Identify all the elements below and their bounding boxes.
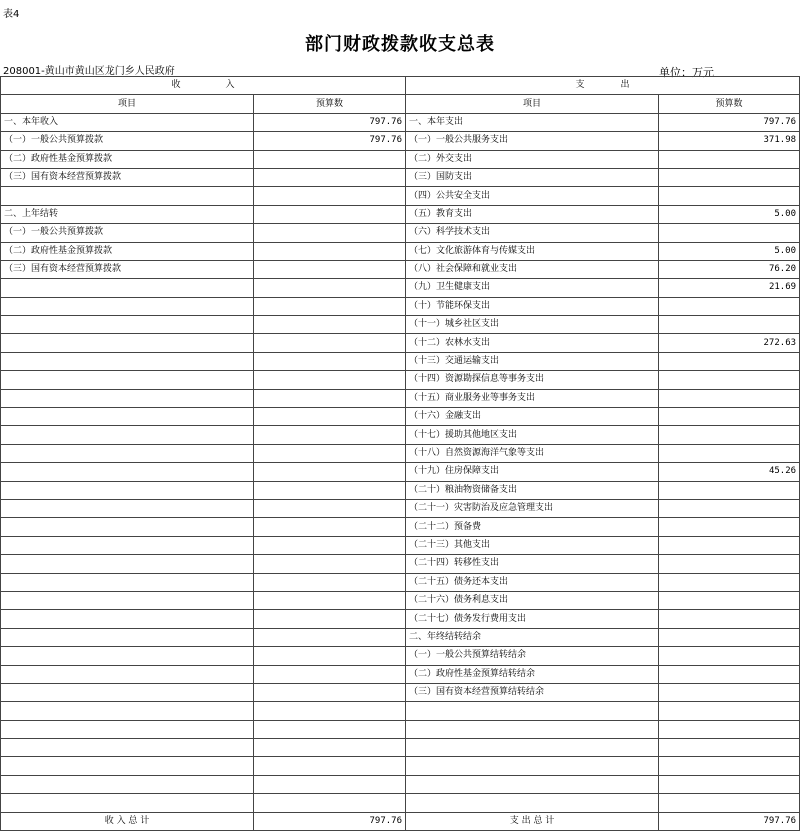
expense-item-cell: （二）政府性基金预算结转结余 bbox=[406, 665, 659, 683]
table-row bbox=[1, 591, 800, 609]
expense-item-cell bbox=[406, 702, 659, 720]
expense-amount-cell bbox=[659, 444, 800, 462]
income-amount-cell bbox=[254, 334, 406, 352]
income-item-cell bbox=[1, 610, 254, 628]
income-amount-cell bbox=[254, 426, 406, 444]
table-row bbox=[1, 610, 800, 628]
expense-amount-cell bbox=[659, 757, 800, 775]
income-amount-cell bbox=[254, 279, 406, 297]
table-row bbox=[1, 352, 800, 370]
table-row bbox=[1, 279, 800, 297]
income-item-cell bbox=[1, 665, 254, 683]
income-amount-cell bbox=[254, 518, 406, 536]
income-item-cell: （一）一般公共预算拨款 bbox=[1, 224, 254, 242]
income-amount-cell bbox=[254, 205, 406, 223]
income-item-cell: 二、上年结转 bbox=[1, 205, 254, 223]
table-row bbox=[1, 573, 800, 591]
table-row bbox=[1, 334, 800, 352]
expense-item-cell: （十五）商业服务业等事务支出 bbox=[406, 389, 659, 407]
income-section-header: 收 入 bbox=[1, 77, 406, 95]
income-amount-cell: 797.76 bbox=[254, 132, 406, 150]
expense-item-cell bbox=[406, 757, 659, 775]
table-row bbox=[1, 518, 800, 536]
expense-amount-cell bbox=[659, 297, 800, 315]
expense-item-cell: （十）节能环保支出 bbox=[406, 297, 659, 315]
expense-item-cell: （十四）资源勘探信息等事务支出 bbox=[406, 371, 659, 389]
table-row bbox=[1, 720, 800, 738]
table-row bbox=[1, 260, 800, 278]
income-item-cell bbox=[1, 481, 254, 499]
expense-amount-cell bbox=[659, 408, 800, 426]
table-row bbox=[1, 683, 800, 701]
expense-amount-cell: 5.00 bbox=[659, 205, 800, 223]
table-row bbox=[1, 316, 800, 334]
expense-total-amount: 797.76 bbox=[659, 812, 800, 830]
income-item-cell bbox=[1, 628, 254, 646]
expense-amount-cell bbox=[659, 555, 800, 573]
income-amount-cell bbox=[254, 224, 406, 242]
income-amount-cell: 797.76 bbox=[254, 113, 406, 131]
expense-amount-cell bbox=[659, 628, 800, 646]
income-item-cell bbox=[1, 794, 254, 812]
income-amount-cell bbox=[254, 555, 406, 573]
expense-item-cell: （二十二）预备费 bbox=[406, 518, 659, 536]
table-row bbox=[1, 150, 800, 168]
income-item-cell bbox=[1, 757, 254, 775]
table-row bbox=[1, 499, 800, 517]
income-amount-cell bbox=[254, 647, 406, 665]
income-item-cell bbox=[1, 444, 254, 462]
expense-amount-cell bbox=[659, 536, 800, 554]
income-amount-cell bbox=[254, 665, 406, 683]
expense-amount-cell bbox=[659, 187, 800, 205]
expense-amount-cell bbox=[659, 683, 800, 701]
expense-item-cell: （七）文化旅游体育与传媒支出 bbox=[406, 242, 659, 260]
expense-item-cell: （十八）自然资源海洋气象等支出 bbox=[406, 444, 659, 462]
expense-amount-cell bbox=[659, 371, 800, 389]
table-row bbox=[1, 187, 800, 205]
income-item-cell bbox=[1, 279, 254, 297]
expense-amount-cell bbox=[659, 168, 800, 186]
expense-amount-cell bbox=[659, 573, 800, 591]
table-row bbox=[1, 775, 800, 793]
income-item-cell bbox=[1, 499, 254, 517]
income-amount-header: 预算数 bbox=[254, 95, 406, 113]
table-row bbox=[1, 702, 800, 720]
expense-amount-cell bbox=[659, 665, 800, 683]
income-item-cell bbox=[1, 316, 254, 334]
table-row bbox=[1, 647, 800, 665]
income-item-cell: （二）政府性基金预算拨款 bbox=[1, 150, 254, 168]
table-row bbox=[1, 224, 800, 242]
income-item-cell bbox=[1, 775, 254, 793]
income-item-cell: 一、本年收入 bbox=[1, 113, 254, 131]
income-item-cell bbox=[1, 187, 254, 205]
income-amount-cell bbox=[254, 187, 406, 205]
income-item-cell bbox=[1, 683, 254, 701]
expense-item-cell: （十三）交通运输支出 bbox=[406, 352, 659, 370]
expense-item-cell: （八）社会保障和就业支出 bbox=[406, 260, 659, 278]
income-amount-cell bbox=[254, 150, 406, 168]
totals-row bbox=[1, 812, 800, 830]
income-amount-cell bbox=[254, 297, 406, 315]
income-amount-cell bbox=[254, 242, 406, 260]
income-amount-cell bbox=[254, 371, 406, 389]
table-row bbox=[1, 794, 800, 812]
income-item-cell bbox=[1, 573, 254, 591]
income-amount-cell bbox=[254, 573, 406, 591]
income-item-cell bbox=[1, 371, 254, 389]
expense-amount-cell bbox=[659, 610, 800, 628]
expense-amount-header: 预算数 bbox=[659, 95, 800, 113]
table-row bbox=[1, 555, 800, 573]
table-row bbox=[1, 463, 800, 481]
expense-item-cell bbox=[406, 794, 659, 812]
expense-item-cell: （一）一般公共服务支出 bbox=[406, 132, 659, 150]
expense-item-cell: （六）科学技术支出 bbox=[406, 224, 659, 242]
table-row bbox=[1, 371, 800, 389]
income-item-cell bbox=[1, 352, 254, 370]
expense-amount-cell bbox=[659, 150, 800, 168]
expense-amount-cell bbox=[659, 647, 800, 665]
income-amount-cell bbox=[254, 610, 406, 628]
table-row bbox=[1, 242, 800, 260]
expense-amount-cell: 5.00 bbox=[659, 242, 800, 260]
income-item-cell bbox=[1, 536, 254, 554]
table-row bbox=[1, 757, 800, 775]
page-title: 部门财政拨款收支总表 bbox=[305, 34, 495, 55]
expense-amount-cell: 371.98 bbox=[659, 132, 800, 150]
income-item-cell bbox=[1, 389, 254, 407]
income-amount-cell bbox=[254, 481, 406, 499]
income-item-cell bbox=[1, 463, 254, 481]
expense-amount-cell: 76.20 bbox=[659, 260, 800, 278]
income-amount-cell bbox=[254, 499, 406, 517]
budget-table bbox=[0, 76, 800, 831]
expense-section-header: 支 出 bbox=[406, 77, 800, 95]
expense-amount-cell bbox=[659, 739, 800, 757]
expense-item-cell: （十二）农林水支出 bbox=[406, 334, 659, 352]
header-row-sections bbox=[1, 77, 800, 95]
expense-amount-cell: 21.69 bbox=[659, 279, 800, 297]
income-amount-cell bbox=[254, 628, 406, 646]
expense-item-cell: （五）教育支出 bbox=[406, 205, 659, 223]
income-amount-cell bbox=[254, 444, 406, 462]
income-item-cell bbox=[1, 647, 254, 665]
income-item-cell: （三）国有资本经营预算拨款 bbox=[1, 260, 254, 278]
expense-amount-cell bbox=[659, 591, 800, 609]
expense-item-cell bbox=[406, 775, 659, 793]
table-row bbox=[1, 426, 800, 444]
expense-item-cell: （十六）金融支出 bbox=[406, 408, 659, 426]
income-item-cell bbox=[1, 702, 254, 720]
expense-item-cell bbox=[406, 720, 659, 738]
income-amount-cell bbox=[254, 408, 406, 426]
header-row-columns bbox=[1, 95, 800, 113]
expense-item-header: 项目 bbox=[406, 95, 659, 113]
expense-amount-cell bbox=[659, 499, 800, 517]
expense-amount-cell bbox=[659, 794, 800, 812]
expense-item-cell: 一、本年支出 bbox=[406, 113, 659, 131]
table-row bbox=[1, 481, 800, 499]
expense-item-cell: 二、年终结转结余 bbox=[406, 628, 659, 646]
income-amount-cell bbox=[254, 168, 406, 186]
income-item-cell bbox=[1, 555, 254, 573]
expense-amount-cell bbox=[659, 352, 800, 370]
expense-amount-cell bbox=[659, 775, 800, 793]
expense-amount-cell: 45.26 bbox=[659, 463, 800, 481]
income-amount-cell bbox=[254, 591, 406, 609]
table-row bbox=[1, 665, 800, 683]
table-row bbox=[1, 408, 800, 426]
expense-item-cell: （十九）住房保障支出 bbox=[406, 463, 659, 481]
expense-item-cell: （四）公共安全支出 bbox=[406, 187, 659, 205]
income-item-cell: （一）一般公共预算拨款 bbox=[1, 132, 254, 150]
income-amount-cell bbox=[254, 683, 406, 701]
table-row bbox=[1, 628, 800, 646]
table-row bbox=[1, 168, 800, 186]
income-amount-cell bbox=[254, 794, 406, 812]
income-amount-cell bbox=[254, 352, 406, 370]
expense-item-cell: （三）国防支出 bbox=[406, 168, 659, 186]
expense-amount-cell bbox=[659, 481, 800, 499]
table-row bbox=[1, 536, 800, 554]
income-item-cell bbox=[1, 334, 254, 352]
organization-label: 208001-黄山市黄山区龙门乡人民政府 bbox=[3, 66, 175, 77]
income-item-cell: （三）国有资本经营预算拨款 bbox=[1, 168, 254, 186]
income-total-label: 收 入 总 计 bbox=[1, 812, 254, 830]
income-total-amount: 797.76 bbox=[254, 812, 406, 830]
expense-item-cell: （二十六）债务利息支出 bbox=[406, 591, 659, 609]
expense-amount-cell bbox=[659, 426, 800, 444]
expense-item-cell: （二十一）灾害防治及应急管理支出 bbox=[406, 499, 659, 517]
expense-amount-cell bbox=[659, 518, 800, 536]
expense-amount-cell bbox=[659, 389, 800, 407]
expense-item-cell: （九）卫生健康支出 bbox=[406, 279, 659, 297]
income-item-cell bbox=[1, 426, 254, 444]
expense-item-cell: （三）国有资本经营预算结转结余 bbox=[406, 683, 659, 701]
unit-label: 单位：万元 bbox=[659, 66, 714, 79]
income-item-header: 项目 bbox=[1, 95, 254, 113]
income-amount-cell bbox=[254, 463, 406, 481]
income-amount-cell bbox=[254, 260, 406, 278]
expense-amount-cell bbox=[659, 316, 800, 334]
expense-item-cell: （二十）粮油物资储备支出 bbox=[406, 481, 659, 499]
income-item-cell bbox=[1, 591, 254, 609]
table-row bbox=[1, 444, 800, 462]
table-row bbox=[1, 132, 800, 150]
expense-item-cell: （一）一般公共预算结转结余 bbox=[406, 647, 659, 665]
expense-item-cell: （十一）城乡社区支出 bbox=[406, 316, 659, 334]
expense-amount-cell: 797.76 bbox=[659, 113, 800, 131]
expense-item-cell: （二）外交支出 bbox=[406, 150, 659, 168]
income-amount-cell bbox=[254, 316, 406, 334]
income-item-cell bbox=[1, 720, 254, 738]
table-row bbox=[1, 389, 800, 407]
income-amount-cell bbox=[254, 702, 406, 720]
expense-amount-cell: 272.63 bbox=[659, 334, 800, 352]
expense-item-cell: （二十四）转移性支出 bbox=[406, 555, 659, 573]
expense-item-cell: （十七）援助其他地区支出 bbox=[406, 426, 659, 444]
table-row bbox=[1, 297, 800, 315]
income-amount-cell bbox=[254, 775, 406, 793]
income-amount-cell bbox=[254, 739, 406, 757]
income-amount-cell bbox=[254, 720, 406, 738]
income-item-cell bbox=[1, 408, 254, 426]
expense-amount-cell bbox=[659, 720, 800, 738]
income-amount-cell bbox=[254, 536, 406, 554]
expense-item-cell bbox=[406, 739, 659, 757]
expense-item-cell: （二十五）债务还本支出 bbox=[406, 573, 659, 591]
table-row bbox=[1, 739, 800, 757]
expense-item-cell: （二十三）其他支出 bbox=[406, 536, 659, 554]
expense-amount-cell bbox=[659, 702, 800, 720]
income-item-cell bbox=[1, 297, 254, 315]
income-item-cell bbox=[1, 739, 254, 757]
table-row bbox=[1, 205, 800, 223]
table-number: 表4 bbox=[3, 9, 20, 20]
income-amount-cell bbox=[254, 389, 406, 407]
expense-amount-cell bbox=[659, 224, 800, 242]
income-amount-cell bbox=[254, 757, 406, 775]
expense-total-label: 支 出 总 计 bbox=[406, 812, 659, 830]
expense-item-cell: （二十七）债务发行费用支出 bbox=[406, 610, 659, 628]
table-row bbox=[1, 113, 800, 131]
income-item-cell: （二）政府性基金预算拨款 bbox=[1, 242, 254, 260]
income-item-cell bbox=[1, 518, 254, 536]
